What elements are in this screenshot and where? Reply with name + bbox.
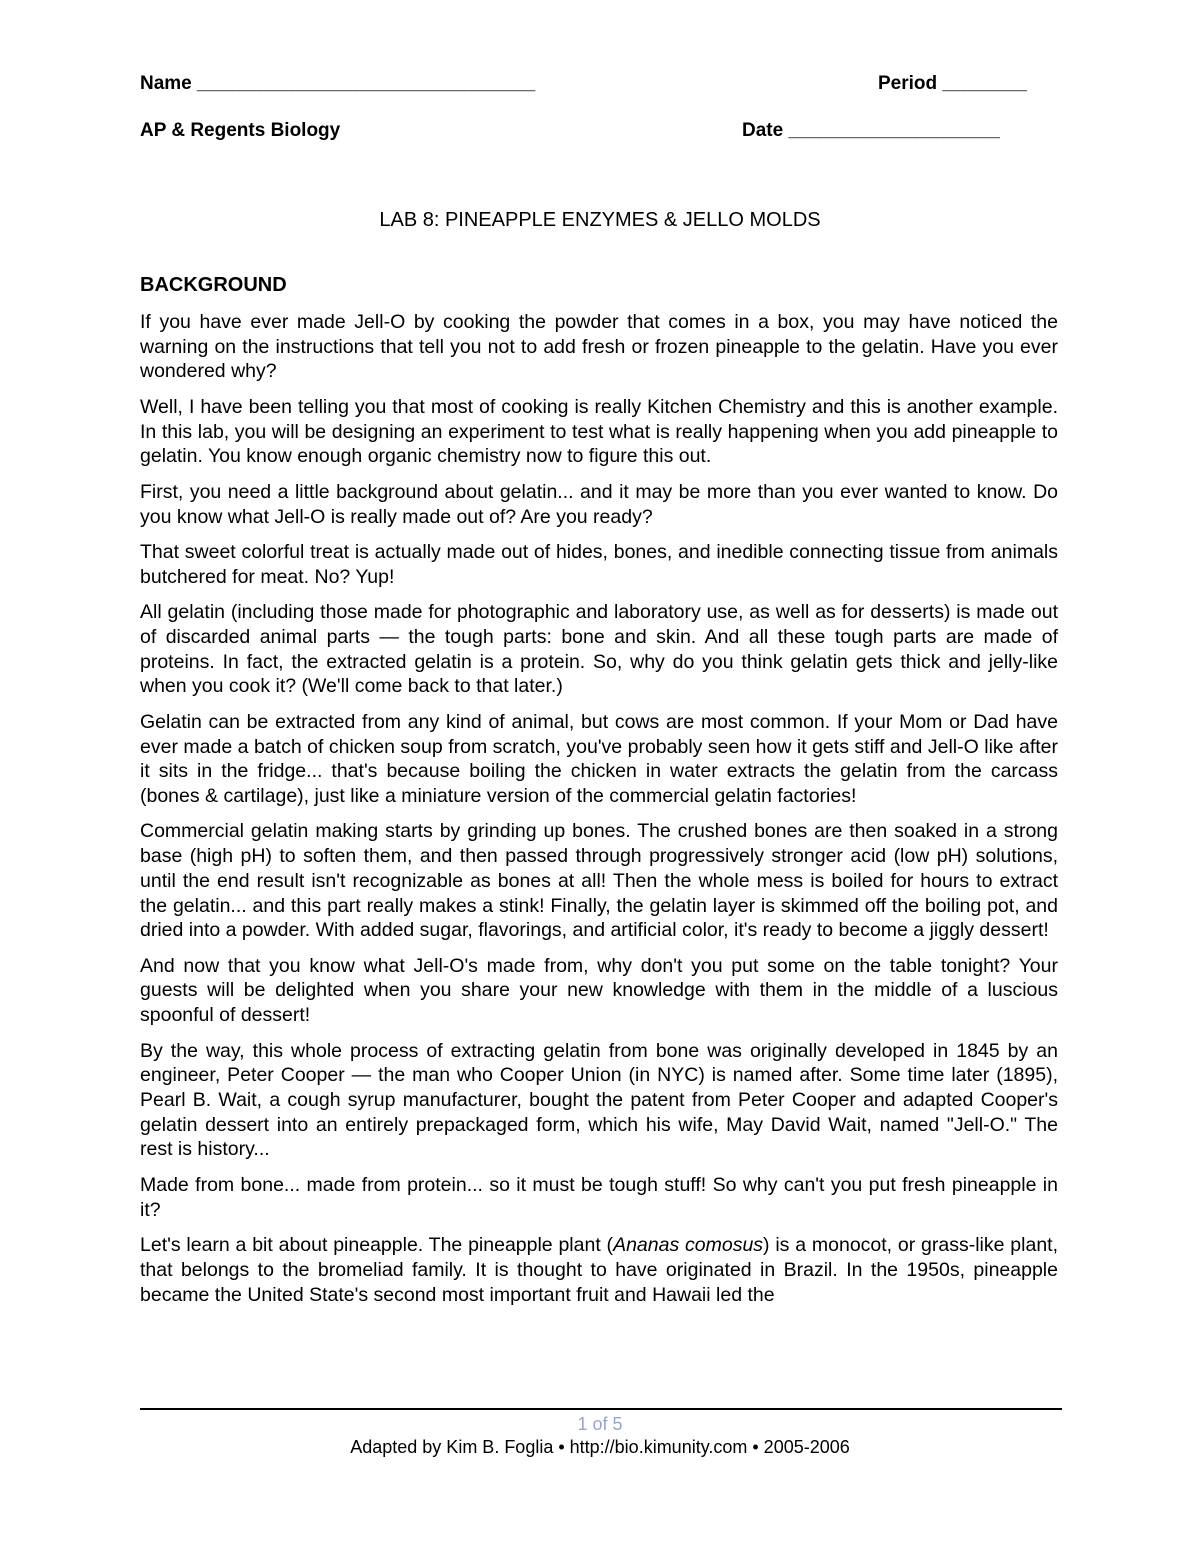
- name-field-label: Name ________________________________: [140, 73, 536, 94]
- paragraph: And now that you know what Jell-O's made from, why don't you put some on the table tonight? Your guests will be delighted when you share your new knowledge with them in the middle of a luscious spoonful of dessert!: [140, 954, 1058, 1027]
- paragraph: That sweet colorful treat is actually made out of hides, bones, and inedible connecting tissue from animals butchered for meat. No? Yup!: [140, 541, 1058, 588]
- paragraph-text: ) is a monocot, or grass-like plant, that belongs to the bromeliad family. It is thought to have originated in Brazil. In the 1950s, pineapple became the United State's second most important fruit and Hawaii led the: [140, 1234, 1058, 1306]
- paragraph: Made from bone... made from protein... so it must be tough stuff! So why can't you put fresh pineapple in it?: [140, 1173, 1058, 1221]
- paragraph: First, you need a little background about gelatin... and it may be more than you ever wanted to know. Do you know what Jell-O is really made out of? Are you ready?: [140, 480, 1058, 528]
- body-text: [140, 310, 1058, 1318]
- document-page: [140, 0, 1060, 1553]
- paragraph: If you have ever made Jell-O by cooking the powder that comes in a box, you may have noticed the warning on the instructions that tell you not to add fresh or frozen pineapple to the gelatin. Have you ever wondered why?: [140, 311, 1058, 383]
- header-row-1: [140, 72, 1060, 96]
- paragraph-pineapple: [140, 1233, 1058, 1307]
- paragraph: Gelatin can be extracted from any kind of animal, but cows are most common. If your Mom or Dad have ever made a batch of chicken soup from scratch, you've probably seen how it gets stiff and Jell-O like after it sits in the fridge... that's because boiling the chicken in water extracts the gelatin from the carcass (bones & cartilage), just like a miniature version of the commercial gelatin factories!: [140, 710, 1058, 807]
- footer-credit: Adapted by Kim B. Foglia • http://bio.kimunity.com • 2005-2006: [350, 1437, 850, 1457]
- paragraph: Commercial gelatin making starts by grinding up bones. The crushed bones are then soaked in a strong base (high pH) to soften them, and then passed through progressively stronger acid (low pH) solutions, until the end result isn't recognizable as bones at all! Then the whole mess is boiled for hours to extract the gelatin... and this part really makes a stink! Finally, the gelatin layer is skimmed off the boiling pot, and dried into a powder. With added sugar, flavorings, and artificial color, it's ready to become a jiggly dessert!: [140, 820, 1058, 942]
- paragraph-text: Let's learn a bit about pineapple. The pineapple plant (: [140, 1234, 614, 1257]
- header-row-2: [140, 119, 1060, 143]
- period-field-label: Period ________: [878, 73, 1027, 94]
- date-field-label: Date ____________________: [742, 120, 1000, 141]
- course-name: AP & Regents Biology: [140, 120, 341, 141]
- footer-divider: [140, 1408, 1062, 1410]
- section-heading: BACKGROUND: [140, 274, 287, 296]
- species-name: Ananas comosus: [613, 1234, 764, 1257]
- paragraph: By the way, this whole process of extracting gelatin from bone was originally developed in 1845 by an engineer, Peter Cooper — the man who Cooper Union (in NYC) is named after. Some time later (1895), Pearl B. Wait, a cough syrup manufacturer, bought the patent from Peter Cooper and adapted Cooper's gelatin dessert into an entirely prepackaged form, which his wife, May David Wait, named "Jell-O." The rest is history...: [140, 1039, 1058, 1161]
- page-number: 1 of 5: [577, 1414, 623, 1434]
- lab-title: LAB 8: PINEAPPLE ENZYMES & JELLO MOLDS: [379, 209, 821, 231]
- paragraph: All gelatin (including those made for photographic and laboratory use, as well as for desserts) is made out of discarded animal parts — the tough parts: bone and skin. And all these tough parts are made of proteins. In fact, the extracted gelatin is a protein. So, why do you think gelatin gets thick and jelly-like when you cook it? (We'll come back to that later.): [140, 601, 1058, 698]
- paragraph: Well, I have been telling you that most of cooking is really Kitchen Chemistry and this is another example. In this lab, you will be designing an experiment to test what is really happening when you add pineapple to gelatin. You know enough organic chemistry now to figure this out.: [140, 395, 1058, 468]
